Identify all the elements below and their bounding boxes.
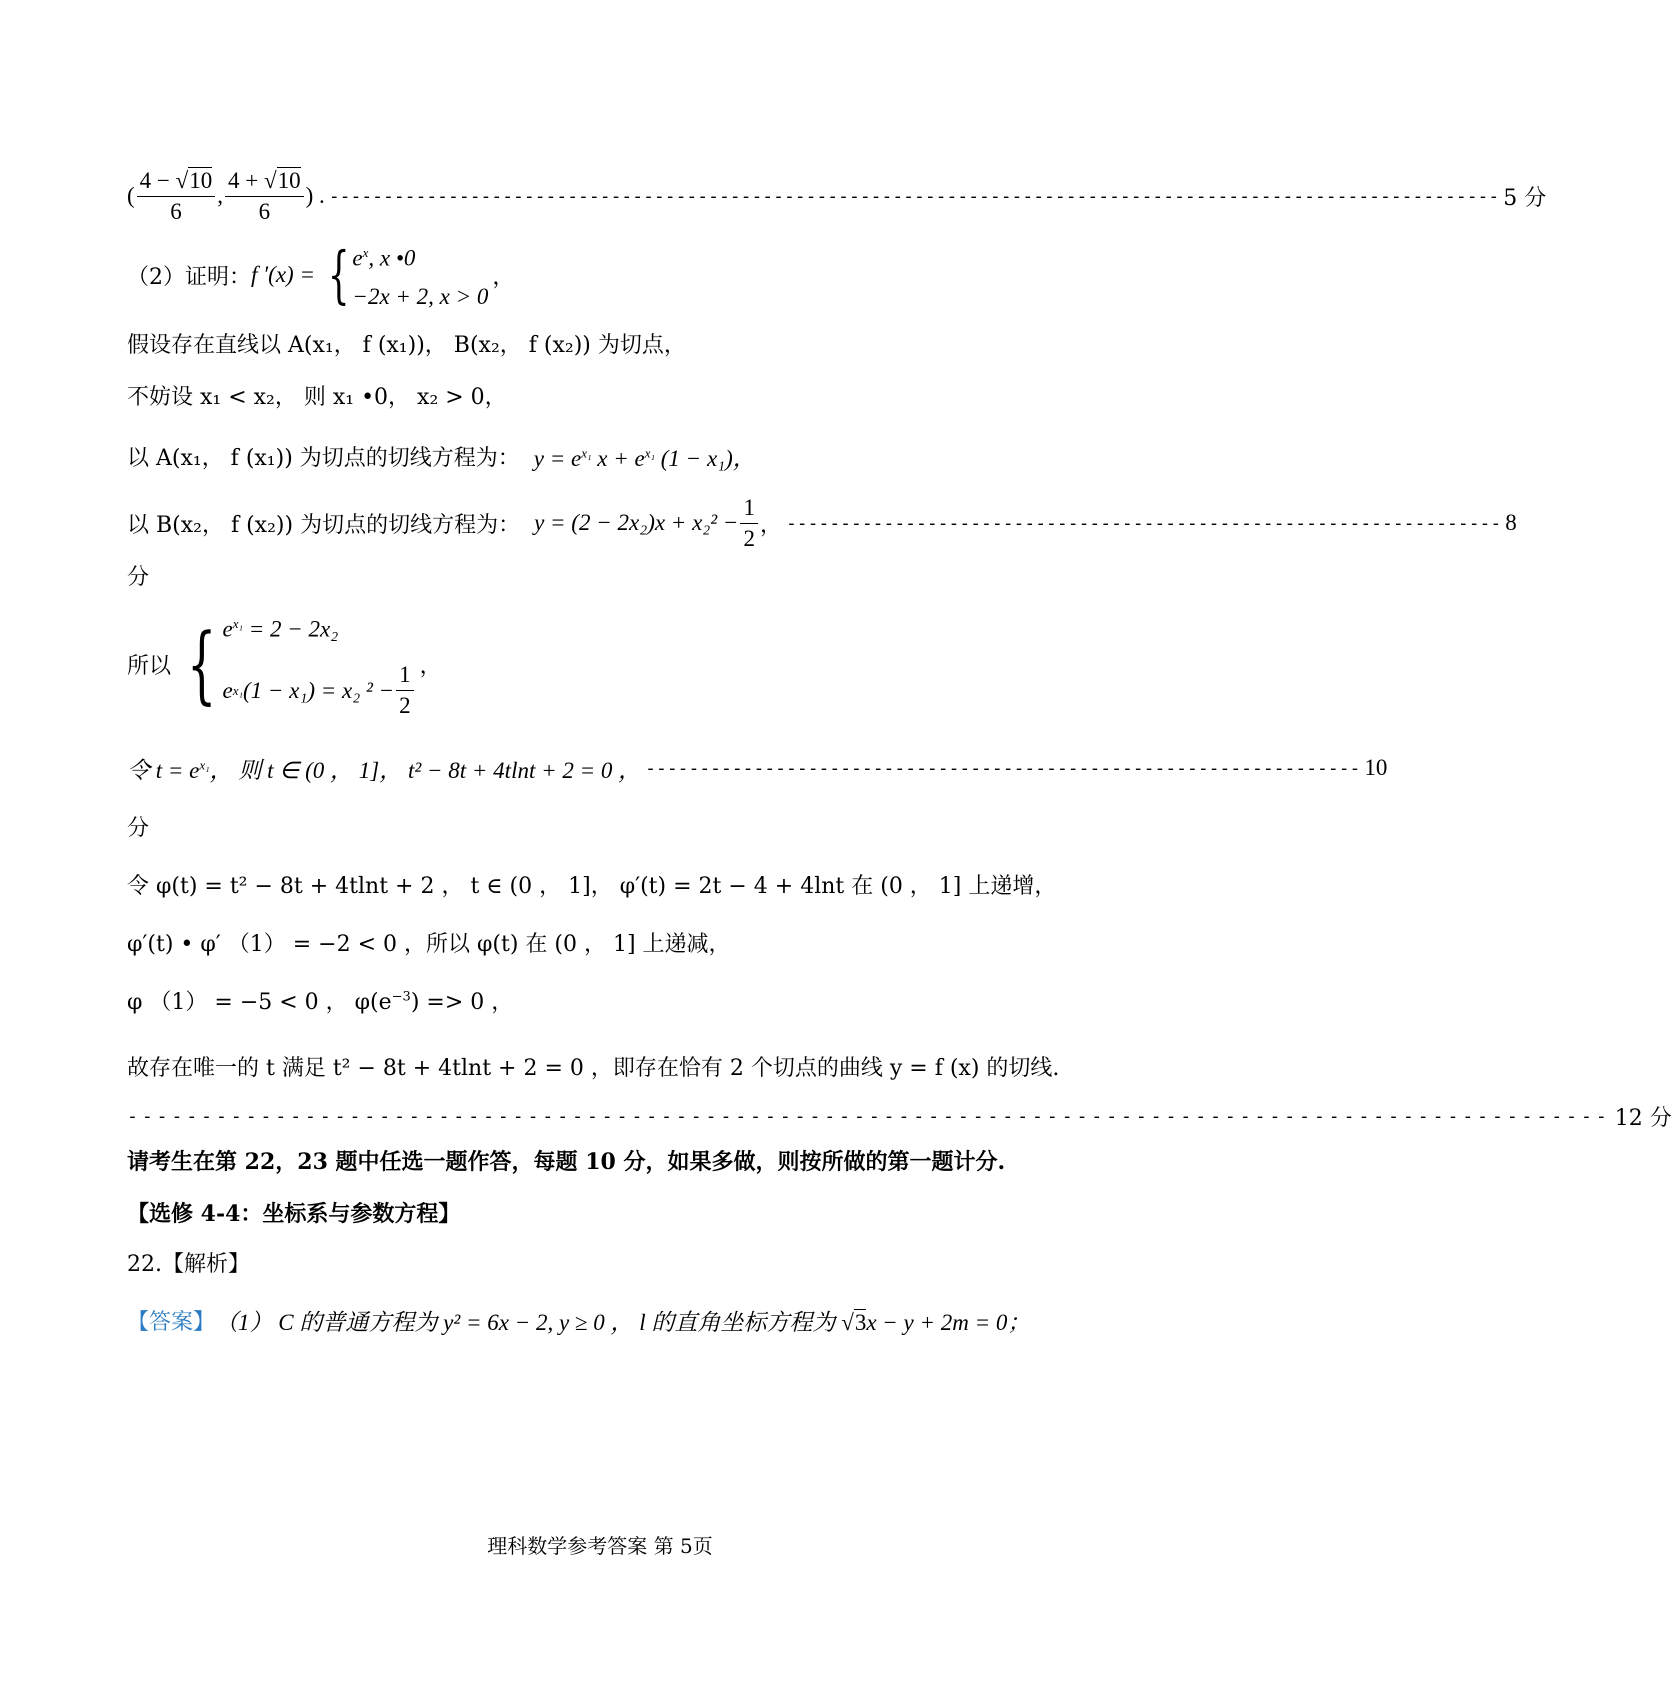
proof-derivative-line: [127, 238, 1088, 312]
frac2-sqrt: 10: [277, 167, 301, 193]
assume-text: 假设存在直线以 A(x₁， f (x₁))， B(x₂， f (x₂)) 为切点，: [127, 332, 686, 358]
wlog-text: 不妨设 x₁ < x₂， 则 x₁ •0， x₂ > 0，: [127, 384, 507, 410]
case-2: −2x + 2, x > 0: [352, 283, 489, 309]
question-22-header: 22.【解析】: [127, 1251, 250, 1277]
comma: ，: [759, 512, 782, 538]
frac2-num: 4 +: [228, 167, 265, 193]
section-title-line: [127, 1192, 1088, 1232]
conclusion-text: 故存在唯一的 t 满足 t² − 8t + 4tlnt + 2 = 0 ，即存在恰有 2 个切点的曲线 y = f (x) 的切线.: [127, 1055, 1060, 1081]
instruction-line: [127, 1140, 1088, 1180]
instruction-text: 请考生在第 22，23 题中任选一题作答，每题 10 分，如果多做，则按所做的第一题计分.: [127, 1148, 1006, 1175]
answer-text: （1） C 的普通方程为 y² = 6x − 2, y ≥ 0 ， l 的直角坐标方程为 √3x − y + 2m = 0；: [215, 1309, 1031, 1335]
fraction-2: $\frac{4 + √10}{6}$: [225, 166, 304, 227]
dash-leader: ------------------------------------------------------------------: [785, 512, 1502, 534]
substitution-line: [127, 748, 1388, 788]
answer-tag: 【答案】: [127, 1309, 216, 1335]
phi-define-line: [127, 864, 1088, 904]
phi-values-text: φ （1） = −5 < 0 ， $\varphi(e^{-3}) => 0$ ，: [127, 989, 514, 1015]
system-eq-2: e x₁ (1 − x₁) = x₂ ² − $\frac{1}{2}$: [222, 660, 415, 721]
tangent-b-line: [127, 488, 1517, 558]
tangent-a-text: 以 A(x₁， f (x₁)) 为切点的切线方程为：: [127, 445, 520, 471]
score-unit: 分: [127, 564, 150, 590]
fraction-1: $\frac{4 - √10}{6}$: [137, 166, 216, 227]
substitution-text: 令 $t = e^{x_1}$， 则 t ∈ (0 ， 1]， t² − 8t + 4tlnt + 2 = 0 ，: [127, 756, 642, 783]
frac1-den: 6: [170, 198, 182, 224]
paren-close: ) .: [305, 183, 325, 208]
score-10: 10: [1364, 755, 1388, 780]
score-unit: 分: [127, 815, 150, 841]
tangent-a-line: [127, 436, 1088, 476]
page-footer: 理科数学参考答案 第 5页: [487, 1534, 713, 1558]
dash-leader: ----------------------------------------------------------------------------------------------------: [127, 1105, 1611, 1127]
system-eq-1: $e^{x_1} = 2 - 2x_2$: [222, 615, 339, 642]
frac2-den: 6: [258, 198, 271, 224]
phi-decrease-text: φ′(t) • φ′ （1） = −2 < 0 ，所以 φ(t) 在 (0 ， 1] 上递减，: [127, 931, 731, 957]
phi-decrease-line: [127, 922, 1088, 962]
tangent-b-text: 以 B(x₂， f (x₂)) 为切点的切线方程为：: [127, 512, 521, 538]
score-8: 8: [1505, 510, 1517, 535]
system-line: [127, 614, 1088, 719]
frac1-sqrt: 10: [189, 167, 213, 193]
dash-leader: ------------------------------------------------------------------------------------------------------------: [328, 185, 1500, 207]
interval-line: [127, 166, 1547, 226]
tangent-a-eq: $y = e^{x_1}$ $x + e^{x_1}$ (1 − x₁)，: [533, 444, 756, 471]
assume-line: [127, 323, 1088, 363]
phi-values-line: [127, 980, 1088, 1020]
score-12-line: [127, 1096, 1672, 1136]
tangent-b-eq: y = (2 − 2x₂)x + x₂² −: [534, 510, 739, 535]
score-12: 12 分: [1614, 1105, 1672, 1131]
equation-system: { $e^{x_1} = 2 - 2x_2$ e x₁ (1 − x₁) = x₂ ² − $\frac{1}{2}$: [175, 607, 416, 722]
phi-define-text: 令 φ(t) = t² − 8t + 4tlnt + 2 ， t ∈ (0 ， 1]， φ′(t) = 2t − 4 + 4lnt 在 (0 ， 1] 上递增，: [127, 873, 1057, 899]
answer-line: [127, 1300, 1088, 1340]
dash-leader: ------------------------------------------------------------------: [645, 757, 1361, 779]
wlog-line: [127, 375, 1088, 415]
fprime-lhs: f ′(x) =: [251, 262, 315, 287]
section-title: 【选修 4-4：坐标系与参数方程】: [127, 1200, 461, 1227]
piecewise: { $e^x$, x •0 −2x + 2, x > 0: [319, 236, 488, 314]
proof-label: （2）证明：: [127, 264, 251, 290]
conclusion-line: [127, 1046, 1088, 1086]
question-22-line: [127, 1242, 1088, 1282]
comma: ，: [419, 653, 442, 679]
case-1: $e^x$, x •0: [352, 245, 416, 271]
score-5: 5 分: [1503, 185, 1547, 211]
paren-open: (: [127, 183, 135, 208]
comma: ，: [492, 264, 515, 290]
frac1-num: 4 −: [139, 167, 176, 193]
score-unit-line: [127, 555, 1088, 595]
half-fraction: $\frac{1}{2}$: [740, 493, 758, 554]
score-unit-line: [127, 806, 1088, 846]
therefore-text: 所以: [127, 653, 172, 679]
comma: ,: [217, 183, 224, 208]
